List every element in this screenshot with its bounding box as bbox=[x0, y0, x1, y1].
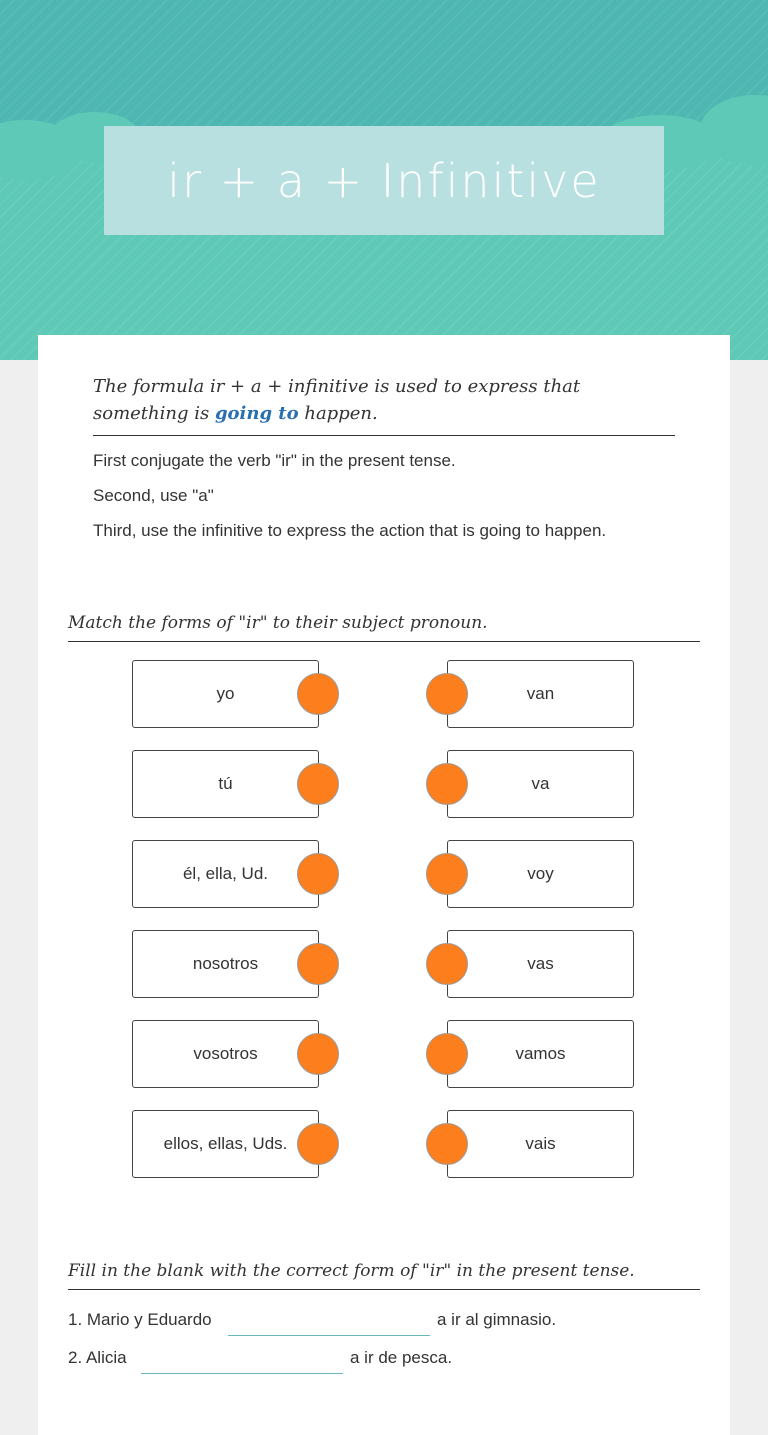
match-left-item[interactable]: yo bbox=[132, 660, 319, 728]
intro-heading-text: The formula ir + a + infinitive is used to express that something is bbox=[93, 376, 581, 424]
match-left-item[interactable]: ellos, ellas, Uds. bbox=[132, 1110, 319, 1178]
match-right-connector[interactable] bbox=[426, 763, 468, 805]
intro-heading bbox=[93, 373, 675, 436]
fill-item-2-prefix: 2. Alicia bbox=[68, 1348, 127, 1367]
match-right-item[interactable]: voy bbox=[447, 840, 634, 908]
match-right-connector[interactable] bbox=[426, 1123, 468, 1165]
fill-item-1-suffix: a ir al gimnasio. bbox=[437, 1310, 557, 1329]
match-right-item[interactable]: vas bbox=[447, 930, 634, 998]
step-3: Third, use the infinitive to express the action that is going to happen. bbox=[93, 521, 607, 540]
step-2: Second, use "a" bbox=[93, 486, 214, 505]
match-right-connector[interactable] bbox=[426, 853, 468, 895]
header-banner bbox=[0, 0, 768, 360]
match-left-item[interactable]: vosotros bbox=[132, 1020, 319, 1088]
page-title: ir + a + Infinitive bbox=[167, 153, 601, 208]
match-left-connector[interactable] bbox=[297, 763, 339, 805]
match-right-item[interactable]: va bbox=[447, 750, 634, 818]
match-left-connector[interactable] bbox=[297, 943, 339, 985]
title-box bbox=[104, 126, 664, 235]
match-left-item[interactable]: él, ella, Ud. bbox=[132, 840, 319, 908]
match-right-item[interactable]: vais bbox=[447, 1110, 634, 1178]
fill-blank-1[interactable] bbox=[228, 1311, 430, 1336]
fill-item-1-prefix: 1. Mario y Eduardo bbox=[68, 1310, 212, 1329]
fill-item-2-suffix: a ir de pesca. bbox=[350, 1348, 453, 1367]
fill-blank-2[interactable] bbox=[141, 1349, 343, 1374]
match-right-item[interactable]: vamos bbox=[447, 1020, 634, 1088]
intro-heading-emphasis: going to bbox=[214, 403, 299, 424]
match-right-item[interactable]: van bbox=[447, 660, 634, 728]
worksheet-card bbox=[38, 335, 730, 1435]
fill-heading: Fill in the blank with the correct form of "ir" in the present tense. bbox=[68, 1261, 700, 1290]
intro-heading-text-end: happen. bbox=[298, 403, 378, 424]
match-left-item[interactable]: nosotros bbox=[132, 930, 319, 998]
match-left-item[interactable]: tú bbox=[132, 750, 319, 818]
match-left-connector[interactable] bbox=[297, 853, 339, 895]
match-left-connector[interactable] bbox=[297, 673, 339, 715]
match-right-connector[interactable] bbox=[426, 673, 468, 715]
match-left-connector[interactable] bbox=[297, 1033, 339, 1075]
step-1: First conjugate the verb "ir" in the present tense. bbox=[93, 451, 456, 470]
match-right-connector[interactable] bbox=[426, 943, 468, 985]
matching-heading: Match the forms of "ir" to their subject pronoun. bbox=[68, 613, 700, 642]
match-right-connector[interactable] bbox=[426, 1033, 468, 1075]
match-left-connector[interactable] bbox=[297, 1123, 339, 1165]
